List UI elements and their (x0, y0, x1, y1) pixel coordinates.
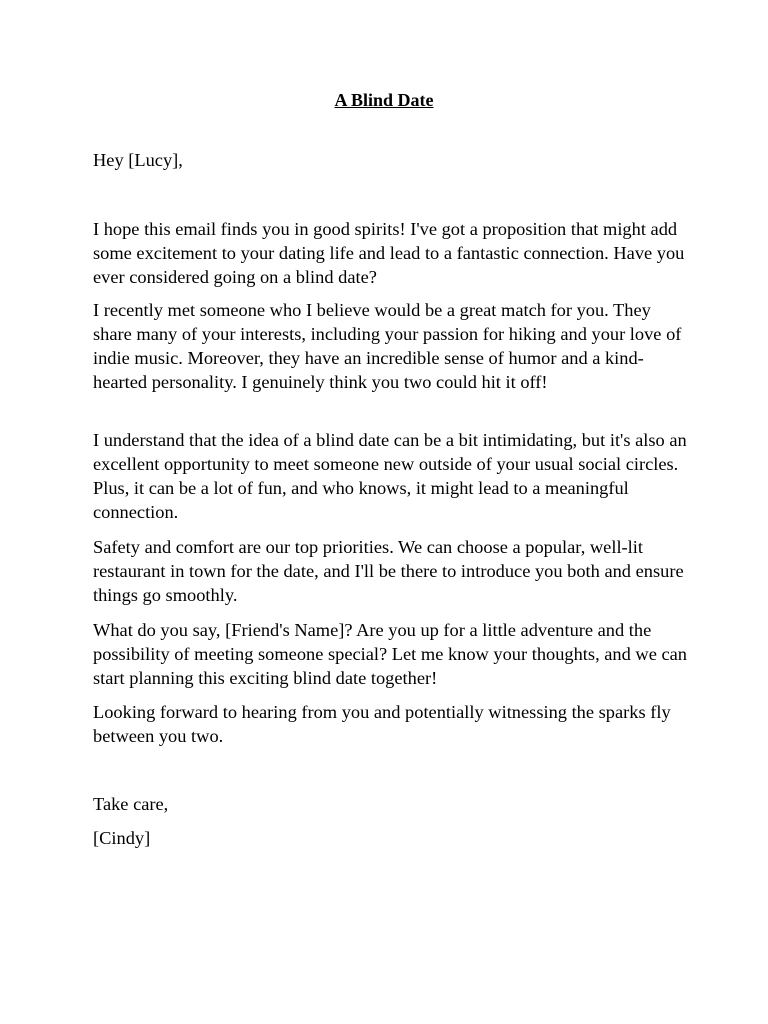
letter-signature: [Cindy] (93, 828, 151, 848)
letter-paragraph-2: I recently met someone who I believe would be a great match for you. They share many of your interests, including your passion for hiking and your love of indie music. Moreover, they have an incredible sense of humor and a kind-hearted personality. I genuinely think you two could hit it off! (93, 300, 682, 392)
letter-closing: Take care, (93, 794, 169, 814)
letter-paragraph-1: I hope this email finds you in good spirits! I've got a proposition that might add some excitement to your dating life and lead to a fantastic connection. Have you ever considered going on a blind date? (93, 219, 685, 287)
letter-paragraph-5: What do you say, [Friend's Name]? Are you up for a little adventure and the possibility of meeting someone special? Let me know your thoughts, and we can start planning this exciting blind date together! (93, 620, 687, 688)
letter-paragraph-6: Looking forward to hearing from you and potentially witnessing the sparks fly between you two. (93, 702, 671, 746)
document-title: A Blind Date (334, 90, 434, 110)
letter-greeting: Hey [Lucy], (93, 150, 183, 170)
letter-paragraph-3: I understand that the idea of a blind date can be a bit intimidating, but it's also an excellent opportunity to meet someone new outside of your usual social circles. Plus, it can be a lot of fun, and who knows, it might lead to a meaningful connection. (93, 430, 687, 522)
letter-paragraph-4: Safety and comfort are our top priorities. We can choose a popular, well-lit restaurant in town for the date, and I'll be there to introduce you both and ensure things go smoothly. (93, 537, 684, 605)
